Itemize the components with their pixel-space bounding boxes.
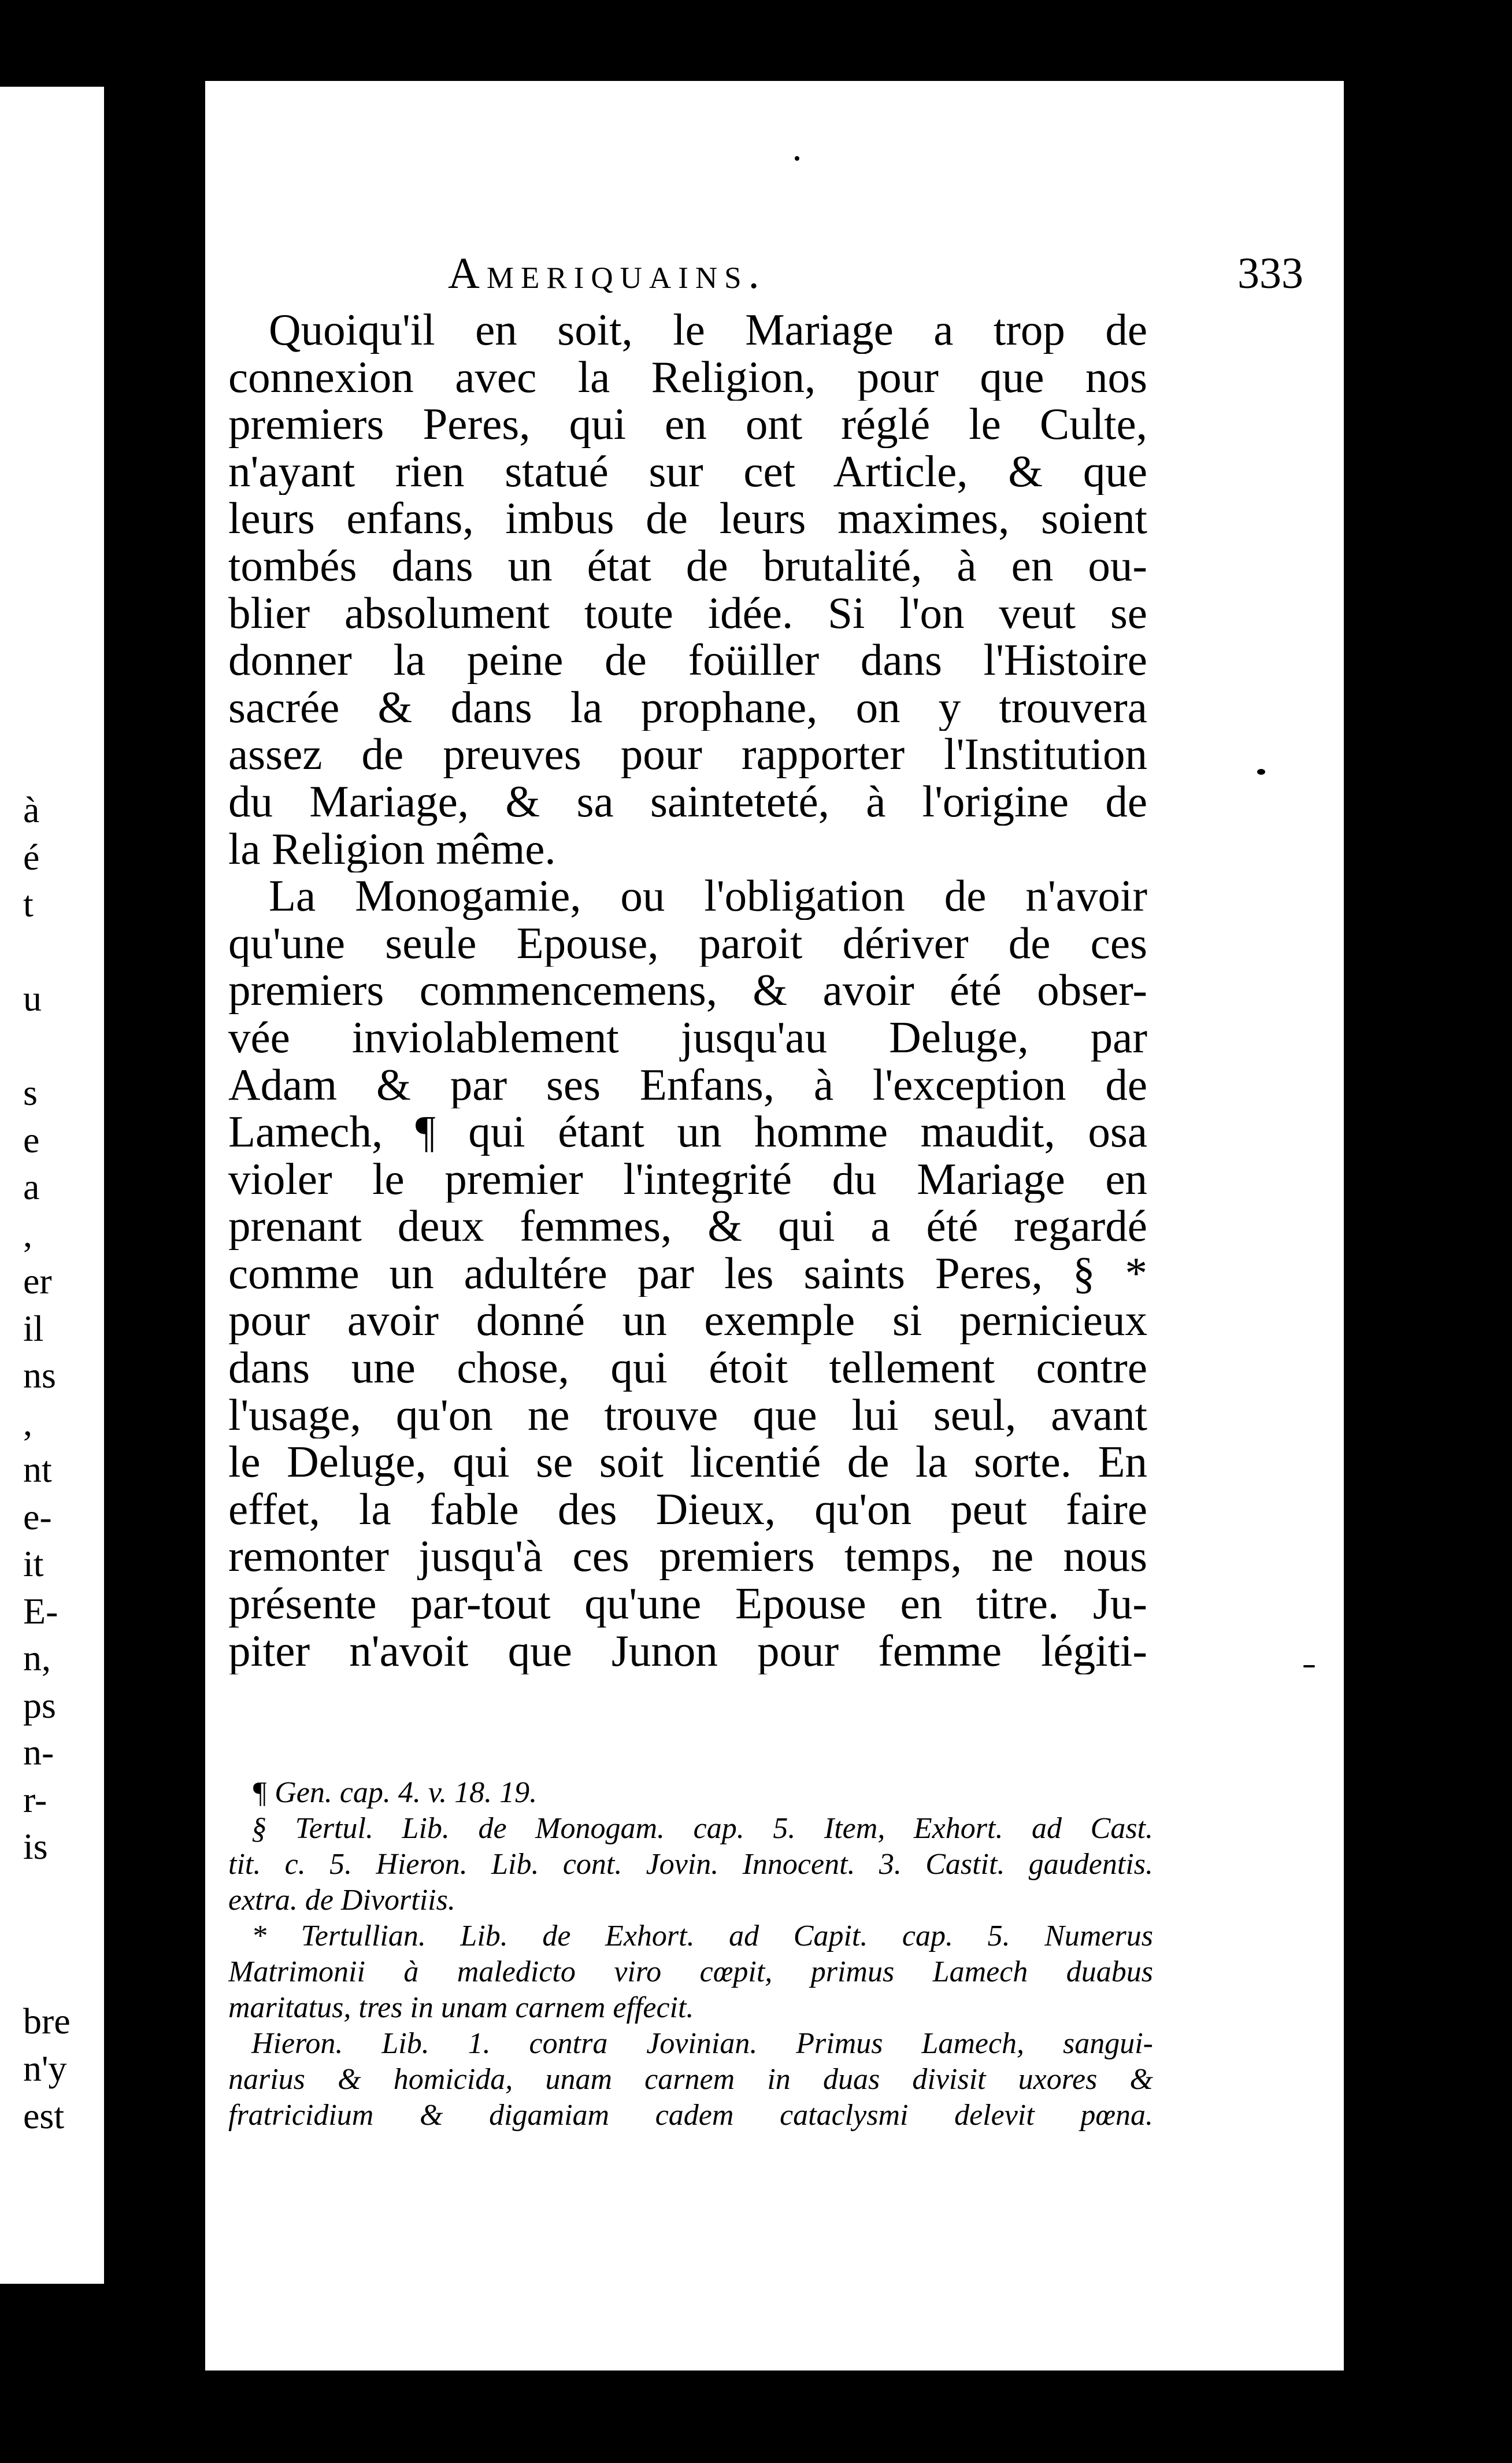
footnote-line: narius & homicida, unam carnem in duas divisit uxores &	[228, 2063, 1153, 2096]
margin-fragment: E-	[23, 1590, 58, 1632]
margin-fragment: ns	[23, 1355, 56, 1396]
page-header	[205, 249, 1344, 306]
book-page	[205, 81, 1344, 2370]
margin-fragment: é	[23, 836, 40, 878]
margin-fragment: ,	[23, 1213, 32, 1255]
margin-fragment: à	[23, 789, 40, 830]
binding-gutter	[104, 87, 132, 2284]
text-line: du Mariage, & sa sainteteté, à l'origine de	[228, 778, 1147, 826]
margin-fragment: e	[23, 1119, 40, 1160]
margin-fragment: u	[23, 978, 42, 1019]
text-line: blier absolument toute idée. Si l'on veut se	[228, 589, 1147, 637]
text-line: l'usage, qu'on ne trouve que lui seul, avant	[228, 1391, 1147, 1439]
text-line: prenant deux femmes, & qui a été regardé	[228, 1203, 1147, 1250]
footnote-line: tit. c. 5. Hieron. Lib. cont. Jovin. Innocent. 3. Castit. gaudentis.	[228, 1848, 1153, 1881]
text-line: qu'une seule Epouse, paroit dériver de ces	[228, 919, 1147, 967]
footnote-line: Hieron. Lib. 1. contra Jovinian. Primus Lamech, sangui-	[251, 2027, 1153, 2060]
text-line: le Deluge, qui se soit licentié de la sorte. En	[228, 1438, 1147, 1486]
margin-fragment: est	[23, 2095, 65, 2136]
scan-speck	[795, 156, 799, 161]
margin-fragment: il	[23, 1307, 44, 1349]
text-line: n'ayant rien statué sur cet Article, & que	[228, 448, 1147, 495]
text-line: donner la peine de foüiller dans l'Histoire	[228, 637, 1147, 684]
margin-fragment: ps	[23, 1684, 56, 1726]
text-line: tombés dans un état de brutalité, à en ou-	[228, 542, 1147, 590]
page-number: 333	[1237, 249, 1303, 298]
text-line: Lamech, ¶ qui étant un homme maudit, osa	[228, 1108, 1147, 1156]
footnote-line: § Tertul. Lib. de Monogam. cap. 5. Item, Exhort. ad Cast.	[251, 1812, 1153, 1845]
text-line: Quoiqu'il en soit, le Mariage a trop de	[269, 306, 1147, 354]
scan-speck	[1257, 769, 1265, 775]
text-line: premiers commencemens, & avoir été obser-	[228, 967, 1147, 1014]
text-line: pour avoir donné un exemple si pernicieux	[228, 1297, 1147, 1345]
text-line: connexion avec la Religion, pour que nos	[228, 353, 1147, 401]
facing-page-edge	[0, 87, 104, 2284]
text-line: la Religion même.	[228, 825, 556, 873]
margin-fragment: n,	[23, 1637, 51, 1678]
margin-fragment: ,	[23, 1401, 32, 1443]
text-line: vée inviolablement jusqu'au Deluge, par	[228, 1014, 1147, 1062]
text-line: comme un adultére par les saints Peres, § *	[228, 1249, 1147, 1297]
margin-fragment: e-	[23, 1496, 52, 1537]
margin-fragment: s	[23, 1072, 38, 1113]
text-line: effet, la fable des Dieux, qu'on peut faire	[228, 1485, 1147, 1533]
text-line: violer le premier l'integrité du Mariage en	[228, 1155, 1147, 1203]
margin-fragment: r-	[23, 1778, 47, 1820]
text-line: premiers Peres, qui en ont réglé le Culte,	[228, 401, 1147, 448]
margin-fragment: a	[23, 1166, 40, 1207]
margin-fragment: bre	[23, 2000, 71, 2042]
margin-fragment: er	[23, 1260, 52, 1301]
text-line: présente par-tout qu'une Epouse en titre. Ju-	[228, 1580, 1147, 1628]
margin-fragment: n'y	[23, 2048, 67, 2089]
text-line: sacrée & dans la prophane, on y trouvera	[228, 683, 1147, 731]
footnote-line: fratricidium & digamiam cadem cataclysmi delevit pœna.	[228, 2099, 1153, 2132]
footnote-line: maritatus, tres in unam carnem effecit.	[228, 1991, 694, 2024]
scan-speck	[1303, 1665, 1315, 1667]
text-line: remonter jusqu'à ces premiers temps, ne nous	[228, 1533, 1147, 1581]
body-text	[228, 306, 1147, 1674]
text-line: piter n'avoit que Junon pour femme légiti-	[228, 1627, 1147, 1675]
margin-fragment: is	[23, 1826, 48, 1867]
footnotes	[228, 1775, 1153, 2133]
text-line: Adam & par ses Enfans, à l'exception de	[228, 1061, 1147, 1109]
margin-fragment: n-	[23, 1732, 54, 1773]
footnote-line: ¶ Gen. cap. 4. v. 18. 19.	[251, 1776, 538, 1809]
footnote-line: extra. de Divortiis.	[228, 1884, 455, 1917]
margin-fragment: it	[23, 1543, 44, 1584]
text-line: dans une chose, qui étoit tellement contre	[228, 1344, 1147, 1392]
text-line: La Monogamie, ou l'obligation de n'avoir	[269, 872, 1147, 920]
running-title: Ameriquains.	[448, 249, 766, 298]
text-line: assez de preuves pour rapporter l'Institution	[228, 731, 1147, 778]
footnote-line: * Tertullian. Lib. de Exhort. ad Capit. cap. 5. Numerus	[251, 1920, 1153, 1952]
footnote-line: Matrimonii à maledicto viro cœpit, primus Lamech duabus	[228, 1955, 1153, 1988]
text-line: leurs enfans, imbus de leurs maximes, soient	[228, 495, 1147, 542]
margin-fragment: t	[23, 883, 34, 924]
margin-fragment: nt	[23, 1449, 52, 1490]
